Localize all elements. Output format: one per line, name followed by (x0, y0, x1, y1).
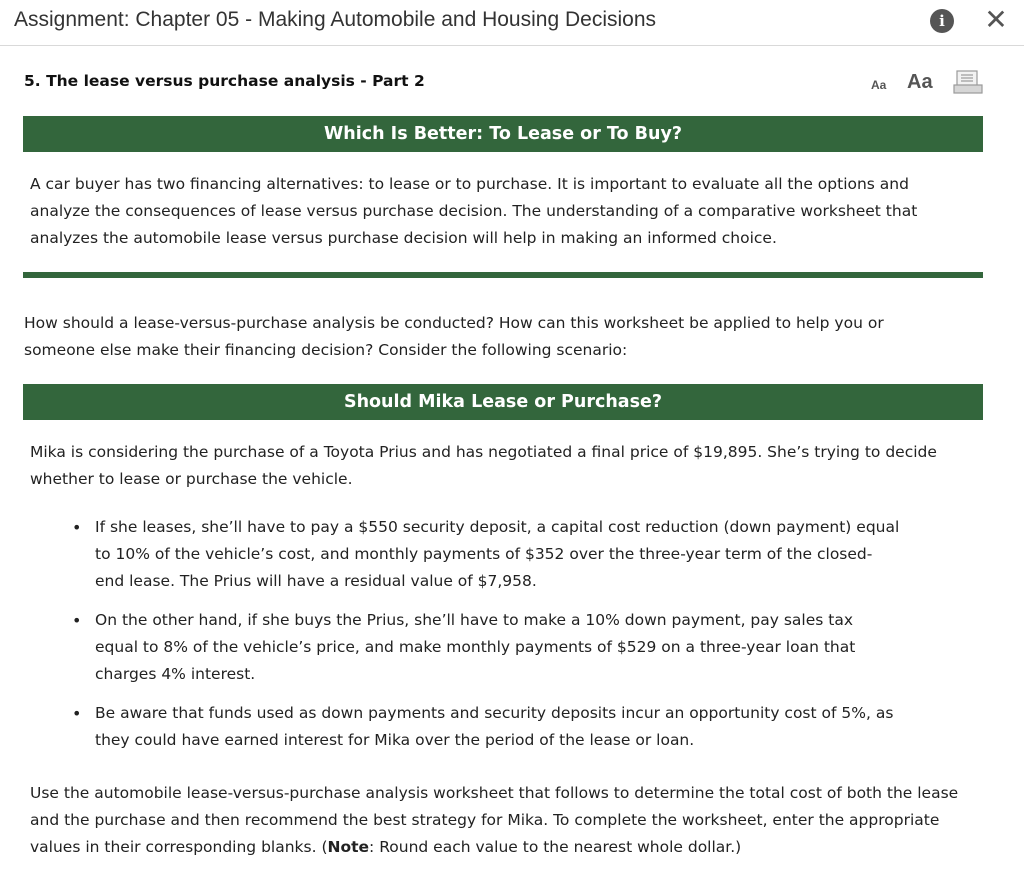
assignment-title: Assignment: Chapter 05 - Making Automobile and Housing Decisions (14, 8, 657, 31)
instructions-note-text: : Round each value to the nearest whole dollar.) (369, 838, 742, 856)
title-bar (0, 0, 1024, 46)
list-item (70, 700, 900, 754)
section-banner-mika: Should Mika Lease or Purchase? (23, 384, 983, 420)
bullet-text-opportunity-cost: Be aware that funds used as down payments and security deposits incur an opportunity cost of 5%, as they could have earned interest for Mika over the period of the lease or loan. (95, 704, 894, 749)
list-item (70, 607, 900, 688)
bullet-icon: • (72, 704, 82, 723)
intro-paragraph: A car buyer has two financing alternatives: to lease or to purchase. It is important to evaluate all the options and analyze the consequences of lease versus purchase decision. The understanding of a comparative worksheet that analyzes the automobile lease versus purchase decision will help in making an informed choice. (30, 175, 918, 247)
list-item (70, 514, 900, 595)
scenario-intro: Mika is considering the purchase of a Toyota Prius and has negotiated a final price of $19,895. She’s trying to decide whether to lease or purchase the vehicle. (30, 443, 937, 488)
scenario-bullet-list (70, 514, 900, 766)
note-label: Note (327, 838, 370, 856)
question-content (0, 47, 1024, 886)
question-heading: 5. The lease versus purchase analysis - Part 2 (24, 72, 425, 90)
close-icon[interactable]: ✕ (984, 3, 1008, 36)
font-size-small-button[interactable]: Aa (871, 78, 887, 92)
instructions-text: Use the automobile lease-versus-purchase analysis worksheet that follows to determine the total cost of both the lease and the purchase and then recommend the best strategy for Mika. To complete the worksheet, enter the appropriate values in their corresponding blanks. ( (30, 784, 959, 856)
section-divider (23, 272, 983, 278)
info-icon[interactable]: i (930, 9, 954, 33)
scenario-prompt: How should a lease-versus-purchase analysis be conducted? How can this worksheet be applied to help you or someone else make their financing decision? Consider the following scenario: (24, 314, 884, 359)
font-size-large-button[interactable]: Aa (907, 71, 933, 93)
bullet-icon: • (72, 611, 82, 630)
section-banner-lease-or-buy: Which Is Better: To Lease or To Buy? (23, 116, 983, 152)
print-icon[interactable] (953, 70, 983, 94)
worksheet-instructions (30, 780, 965, 861)
bullet-text-purchase: On the other hand, if she buys the Prius, she’ll have to make a 10% down payment, pay sales tax equal to 8% of the vehicle’s price, and make monthly payments of $529 on a three-year loan that charges 4% interest. (95, 611, 856, 683)
bullet-text-lease: If she leases, she’ll have to pay a $550 security deposit, a capital cost reduction (down payment) equal to 10% of the vehicle’s cost, and monthly payments of $352 over the three-year term of the closed-end lease. The Prius will have a residual value of $7,958. (95, 518, 900, 590)
bullet-icon: • (72, 518, 82, 537)
